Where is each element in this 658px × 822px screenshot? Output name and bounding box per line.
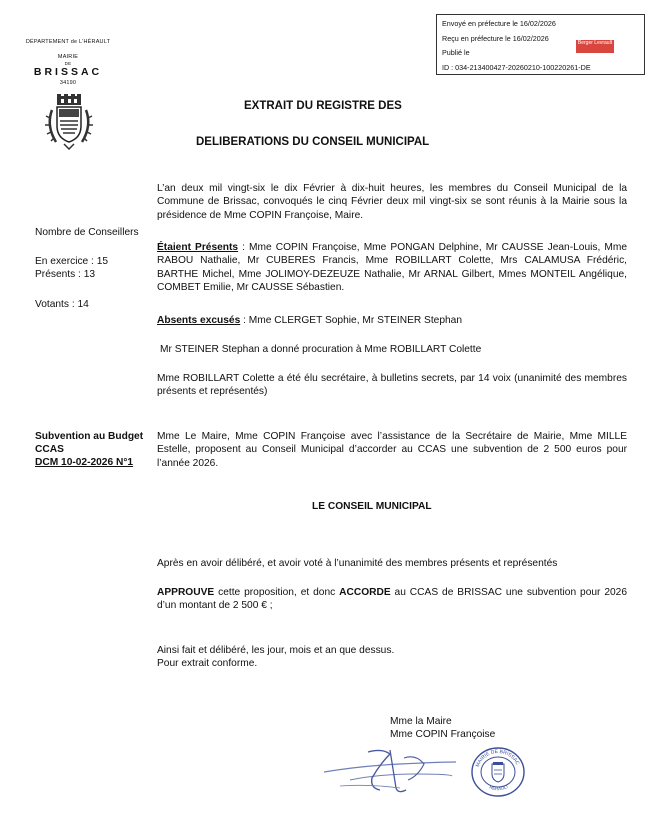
absents-list: : Mme CLERGET Sophie, Mr STEINER Stephan <box>240 315 463 326</box>
sent-date: Envoyé en préfecture le 16/02/2026 <box>442 19 556 28</box>
signature-role: Mme la Maire <box>390 716 452 727</box>
postcode: 34190 <box>59 80 77 86</box>
proposal: Mme Le Maire, Mme COPIN Françoise avec l’assistance de la Secrétaire de Mairie, Mme MILLE Estelle, proposent au Conseil Municipal d’accorder au CCAS une subvention de 2 500 euros pour l’année 2026. <box>157 431 627 469</box>
intro-paragraph: L’an deux mil vingt-six le dix Février à dix-huit heures, les membres du Conseil Municipal de la Commune de Brissac, convoqués le cinq Février deux mil vingt-six se sont réunis à la Mairie sous la présidence de Mme COPIN Françoise, Maire. <box>157 183 627 221</box>
mairie-label: MAIRIE <box>57 54 79 60</box>
departement-label: DÉPARTEMENT de L'HÉRAULT <box>25 39 111 45</box>
coat-of-arms-icon <box>44 94 94 150</box>
decision-text-1: cette proposition, et donc <box>214 587 340 598</box>
absents-label: Absents excusés <box>157 315 241 326</box>
title-line-2: DELIBERATIONS DU CONSEIL MUNICIPAL <box>196 136 430 148</box>
procuration: Mr STEINER Stephan a donné procuration à Mme ROBILLART Colette <box>160 344 482 355</box>
berger-levrault-logo: Berger Levrault <box>576 40 614 53</box>
closing-line-2: Pour extrait conforme. <box>157 658 258 669</box>
signature-name: Mme COPIN Françoise <box>390 729 496 740</box>
accorde-word: ACCORDE <box>339 587 391 598</box>
deliberation: Après en avoir délibéré, et avoir voté à l’unanimité des membres présents et représentés <box>157 558 558 569</box>
presents-list: : Mme COPIN Françoise, Mme PONGAN Delphine, Mr CAUSSE Jean-Louis, Mme RABOU Nathalie, Mr CUBERES Francis, Mme ROBILLART Colette, Mrs CALAMUSA Frédéric, BARTHE Michel, Mme JOLIMOY-DEZEUZE Nathalie, Mr ARNAL Gilbert, Mmes MONTEIL Angélique, COMBET Emilie, Mr CAUSSE Sébastien. <box>157 242 627 294</box>
presents-label: Étaient Présents <box>157 242 239 253</box>
conseil-heading: LE CONSEIL MUNICIPAL <box>312 501 432 512</box>
nombre-conseillers: Nombre de Conseillers <box>35 227 139 238</box>
absents-paragraph <box>157 314 627 327</box>
seal-text: MAIRIE DE BRISSAC <box>474 748 521 768</box>
decision-text-2: au CCAS de BRISSAC une subvention pour 2026 d’un montant de 2 500 € ; <box>157 587 627 612</box>
received-date: Reçu en préfecture le 16/02/2026 <box>442 33 549 43</box>
seal-bottom-text: HÉRAULT <box>488 783 510 792</box>
presents-paragraph <box>157 241 627 295</box>
title-line-1: EXTRAIT DU REGISTRE DES <box>244 100 402 112</box>
handwritten-signature-icon <box>320 744 460 798</box>
de-label: DE <box>64 61 72 66</box>
subject-line-2: CCAS <box>35 444 64 455</box>
published-label: Publié le <box>442 48 470 58</box>
subject-line-1: Subvention au Budget <box>35 431 144 442</box>
prefecture-stamp <box>436 14 645 75</box>
decision <box>157 586 627 613</box>
closing-line-1: Ainsi fait et délibéré, les jour, mois et an que dessus. <box>157 645 395 656</box>
secretaire: Mme ROBILLART Colette a été élu secrétaire, à bulletins secrets, par 14 voix (unanimité des membres présents et représentés) <box>157 373 627 398</box>
votants-count: Votants : 14 <box>35 299 89 310</box>
en-exercice: En exercice : 15 <box>35 256 109 267</box>
presents-count: Présents : 13 <box>35 269 96 280</box>
approuve-word: APPROUVE <box>157 587 215 598</box>
act-id: ID : 034-213400427-20260210-100220261-DE <box>442 62 591 72</box>
mairie-seal-icon <box>470 746 526 798</box>
commune-name: BRISSAC <box>33 66 103 78</box>
dcm-reference: DCM 10-02-2026 N°1 <box>35 457 134 468</box>
